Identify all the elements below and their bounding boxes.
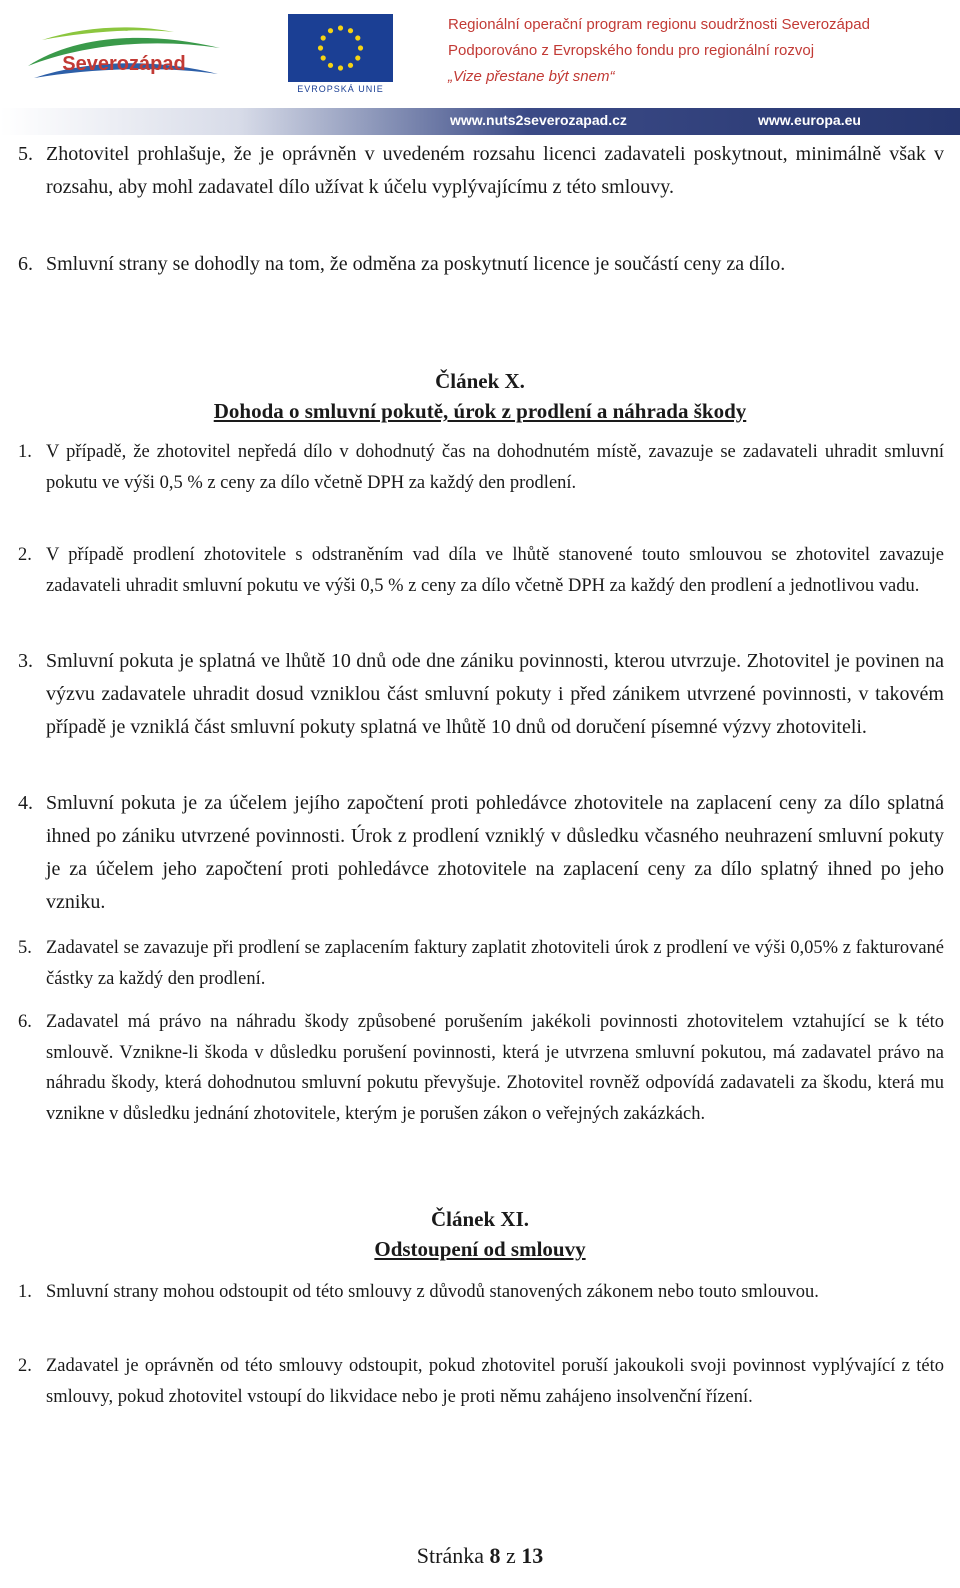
article-11-item: [18, 1351, 944, 1412]
article-10-subtitle: Dohoda o smluvní pokutě, úrok z prodlení a náhrada škody: [213, 399, 747, 423]
item-text: Smluvní pokuta je za účelem jejího započtení proti pohledávce zhotovitele na zaplacení ceny za dílo splatná ihned po zániku utvrzené povinnosti. Úrok z prodlení vzniklý v důsledku včasného neuhrazení smluvní pokuty je za účelem jeho započtení proti pohledávce zhotovitele na zaplacení ceny za dílo splatný ihned po jeho vzniku.: [46, 792, 944, 913]
page-separator: z: [505, 1543, 516, 1568]
program-title: Regionální operační program regionu soudržnosti Severozápad: [448, 16, 870, 33]
logo-text: Severozápad: [62, 53, 186, 75]
item-number: 1.: [18, 442, 32, 462]
article-10-item: [18, 645, 944, 744]
severozapad-logo: [24, 18, 224, 96]
item-number: 1.: [18, 1282, 32, 1302]
article-11-title: Článek XI.: [430, 1207, 530, 1231]
item-number: 2.: [18, 1356, 32, 1376]
article-10-item: [18, 437, 944, 498]
program-motto: „Vize přestane být snem“: [448, 68, 615, 85]
item-number: 4.: [18, 792, 33, 814]
current-page: 8: [489, 1543, 501, 1568]
page-number: [0, 1543, 960, 1569]
item-number: 6.: [18, 253, 33, 275]
url-nuts2[interactable]: www.nuts2severozapad.cz: [450, 112, 627, 128]
item-text: Smluvní strany se dohodly na tom, že odměna za poskytnutí licence je součástí ceny za dílo.: [46, 253, 786, 275]
eu-label: EVROPSKÁ UNIE: [297, 84, 384, 94]
item-text: Zadavatel má právo na náhradu škody způsobené porušením jakékoli povinnosti zhotovitelem vztahující se k této smlouvě. Vznikne-li škoda v důsledku porušení povinnosti, která je utvrzena smluvní pokutou, má zadavatel právo na náhradu škody, která dohodnutou smluvní pokutu převyšuje. Zhotovitel rovněž odpovídá zadavateli za škodu, která mu vznikne v důsledku jednání zhotovitele, kterým je porušen zákon o veřejných zakázkách.: [46, 1012, 944, 1124]
header-banner: [0, 0, 960, 135]
item-text: Zadavatel je oprávněn od této smlouvy odstoupit, pokud zhotovitel poruší jakoukoli svoji povinnost vyplývající z této smlouvy, pokud zhotovitel vstoupí do likvidace nebo je proti němu zahájeno insolvenční řízení.: [46, 1356, 944, 1407]
intro-item: [18, 138, 944, 204]
item-number: 3.: [18, 650, 33, 672]
total-pages: 13: [521, 1543, 544, 1568]
eu-flag-icon: [288, 14, 393, 82]
item-text: Smluvní strany mohou odstoupit od této smlouvy z důvodů stanovených zákonem nebo touto smlouvou.: [46, 1282, 819, 1302]
item-number: 6.: [18, 1012, 32, 1032]
intro-item: [18, 248, 944, 281]
item-text: V případě prodlení zhotovitele s odstraněním vad díla ve lhůtě stanovené touto smlouvou se zhotovitel zavazuje zadavateli uhradit smluvní pokutu ve výši 0,5 % z ceny za dílo včetně DPH za každý den prodlení a jednotlivou vadu.: [46, 545, 944, 596]
article-10-title: Článek X.: [435, 369, 525, 393]
item-text: Smluvní pokuta je splatná ve lhůtě 10 dnů ode dne zániku povinnosti, kterou utvrzuje. Zhotovitel je povinen na výzvu zadavatele uhradit dosud vzniklou část smluvní pokuty i před zánikem utvrzené povinnosti, v takovém případě je vzniklá část smluvní pokuty splatná ve lhůtě 10 dnů od doručení písemné výzvy zhotoviteli.: [46, 650, 944, 738]
program-subtitle: Podporováno z Evropského fondu pro regionální rozvoj: [448, 42, 815, 59]
item-number: 5.: [18, 143, 33, 165]
item-text: Zhotovitel prohlašuje, že je oprávněn v uvedeném rozsahu licenci zadavateli poskytnout, minimálně však v rozsahu, aby mohl zadavatel dílo užívat k účelu vyplývajícímu z této smlouvy.: [46, 143, 944, 198]
article-11-subtitle: Odstoupení od smlouvy: [374, 1237, 586, 1261]
article-10-item: [18, 787, 944, 919]
item-number: 2.: [18, 545, 32, 565]
article-11-item: [18, 1277, 944, 1308]
article-10-item: [18, 540, 944, 601]
item-text: Zadavatel se zavazuje při prodlení se zaplacením faktury zaplatit zhotoviteli úrok z prodlení ve výši 0,05% z fakturované částky za každý den prodlení.: [46, 938, 944, 989]
article-10-item: [18, 933, 944, 994]
item-text: V případě, že zhotovitel nepředá dílo v dohodnutý čas na dohodnutém místě, zavazuje se zadavateli uhradit smluvní pokutu ve výši 0,5 % z ceny za dílo včetně DPH za každý den prodlení.: [46, 442, 944, 493]
url-europa[interactable]: www.europa.eu: [758, 112, 861, 128]
article-10-item: [18, 1007, 944, 1129]
page-label: Stránka: [416, 1543, 484, 1568]
item-number: 5.: [18, 938, 32, 958]
